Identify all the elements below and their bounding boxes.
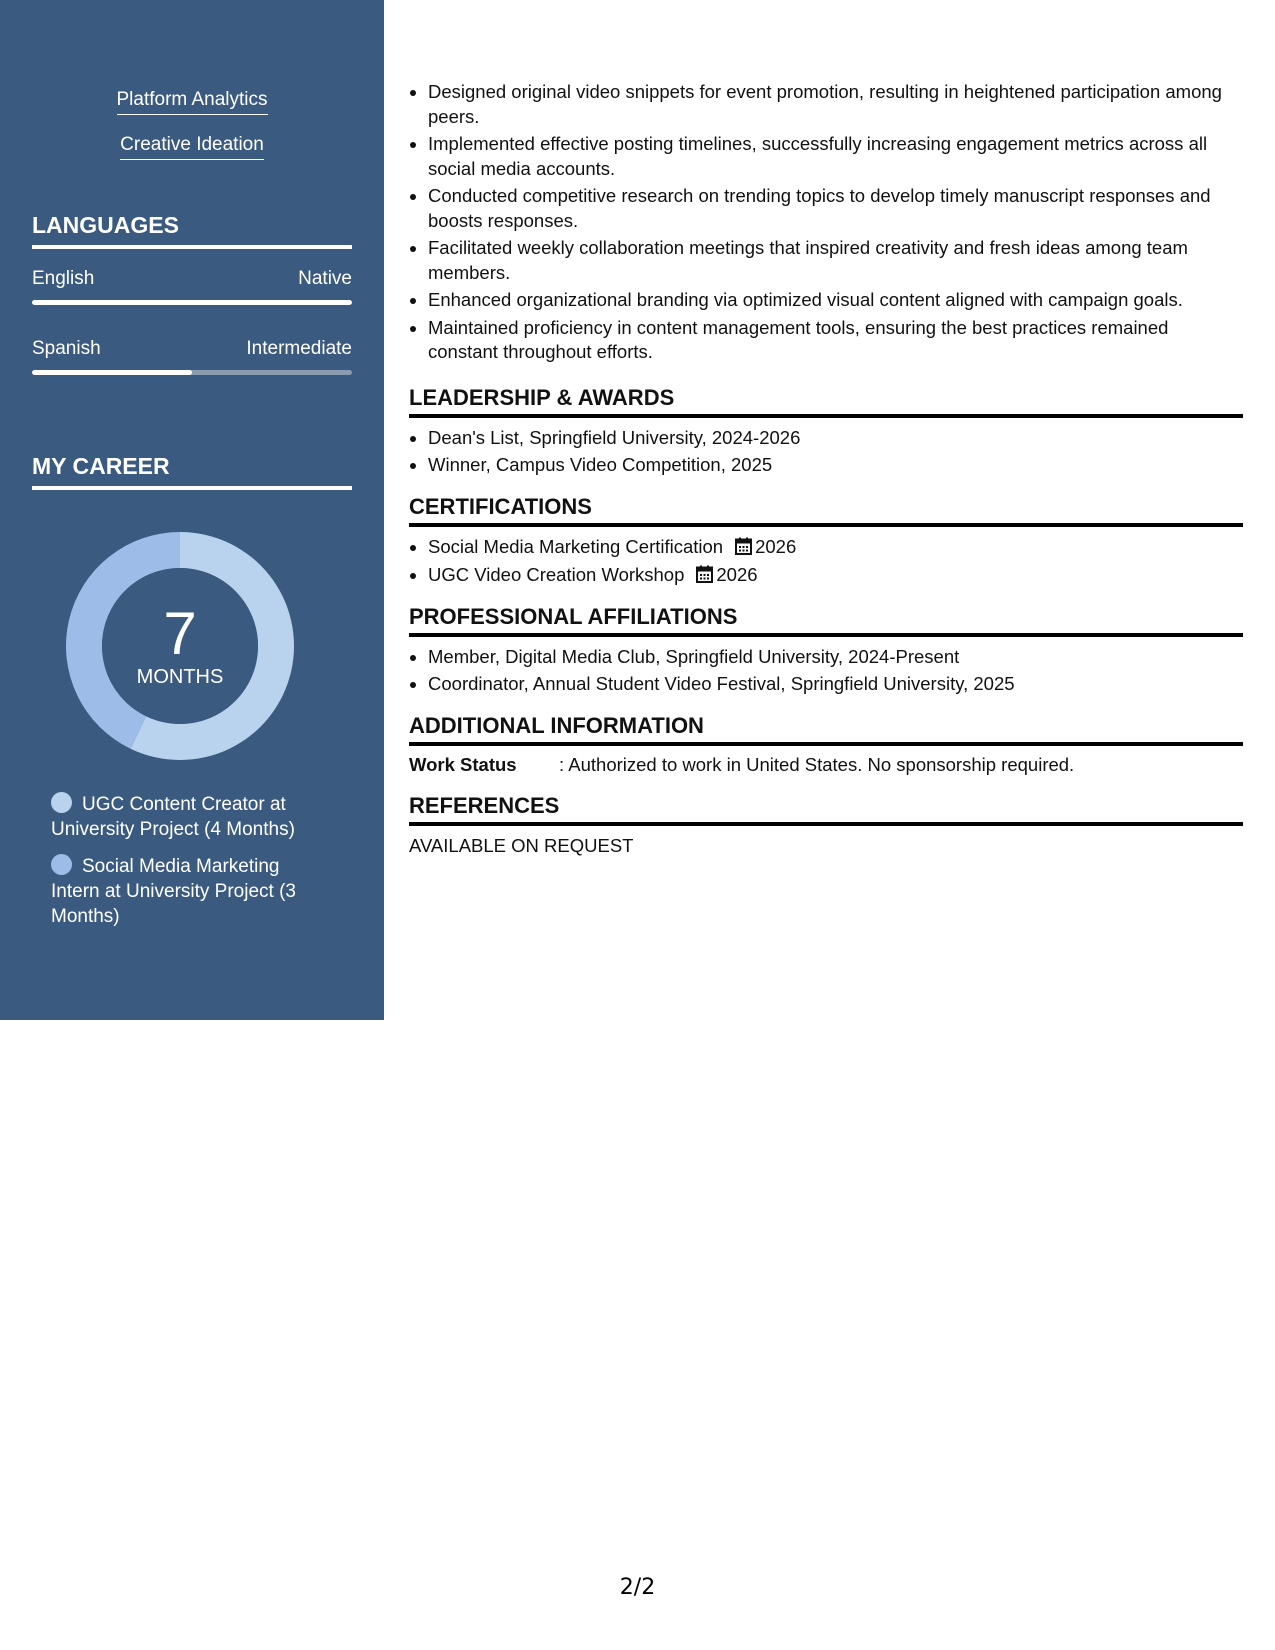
list-item: Enhanced organizational branding via optimized visual content aligned with campaign goals. [409, 288, 1243, 313]
career-donut-chart [66, 532, 294, 760]
page-number: 2/2 [619, 1575, 656, 1600]
calendar-icon [735, 537, 752, 555]
certifications-list [409, 535, 1243, 588]
list-item: Coordinator, Annual Student Video Festival, Springfield University, 2025 [409, 672, 1243, 697]
career-label: UGC Content Creator at University Project (4 Months) [51, 794, 295, 840]
work-status-value: : Authorized to work in United States. No sponsorship required. [559, 753, 1075, 775]
language-name: Spanish [32, 338, 101, 359]
certification-name: UGC Video Creation Workshop [428, 564, 685, 585]
language-row-english [32, 267, 352, 291]
list-item [409, 535, 1243, 560]
work-status-row [409, 753, 1243, 777]
leadership-list [409, 426, 1243, 478]
affiliations-list [409, 645, 1243, 697]
legend-dot [51, 792, 72, 813]
additional-info-heading: ADDITIONAL INFORMATION [409, 713, 1243, 746]
certification-name: Social Media Marketing Certification [428, 535, 724, 557]
list-item: Dean's List, Springfield University, 2024-2026 [409, 426, 1243, 451]
skill-link-creative-ideation[interactable] [0, 133, 384, 160]
languages-heading: LANGUAGES [32, 211, 352, 249]
language-row-spanish [32, 337, 352, 361]
language-bar-english [32, 300, 352, 305]
references-heading: REFERENCES [409, 793, 1243, 826]
work-status-label: Work Status [409, 753, 517, 775]
main-content [409, 80, 1243, 858]
career-total-months: 7 [163, 600, 197, 667]
certification-year: 2026 [716, 564, 758, 585]
sidebar [0, 0, 384, 1020]
leadership-heading: LEADERSHIP & AWARDS [409, 385, 1243, 418]
language-name: English [32, 268, 95, 289]
list-item [409, 563, 1243, 588]
references-text: AVAILABLE ON REQUEST [409, 834, 634, 856]
list-item: Implemented effective posting timelines, successfully increasing engagement metrics across all social media accounts. [409, 132, 1243, 181]
language-bar-fill [32, 300, 352, 305]
list-item: Facilitated weekly collaboration meetings that inspired creativity and fresh ideas among team members. [409, 236, 1243, 285]
career-legend-item [51, 792, 311, 842]
career-heading: MY CAREER [32, 452, 352, 490]
list-item: Conducted competitive research on trending topics to develop timely manuscript responses and boosts responses. [409, 184, 1243, 233]
certification-year: 2026 [755, 535, 797, 557]
certifications-heading: CERTIFICATIONS [409, 494, 1243, 527]
list-item: Maintained proficiency in content management tools, ensuring the best practices remained constant throughout efforts. [409, 316, 1243, 365]
skill-label[interactable]: Platform Analytics [117, 88, 268, 115]
list-item: Winner, Campus Video Competition, 2025 [409, 453, 1243, 478]
list-item: Member, Digital Media Club, Springfield University, 2024-Present [409, 645, 1243, 670]
language-level: Intermediate [246, 338, 352, 359]
language-bar-spanish [32, 370, 352, 375]
career-legend-item [51, 854, 311, 929]
language-bar-fill [32, 370, 192, 375]
legend-dot [51, 854, 72, 875]
list-item: Designed original video snippets for event promotion, resulting in heightened participation among peers. [409, 80, 1243, 129]
skill-label[interactable]: Creative Ideation [120, 133, 264, 160]
affiliations-heading: PROFESSIONAL AFFILIATIONS [409, 604, 1243, 637]
language-level: Native [298, 268, 352, 289]
skill-link-platform-analytics[interactable] [0, 88, 384, 115]
calendar-icon [696, 565, 713, 583]
experience-bullet-list [409, 80, 1243, 365]
career-unit-label: MONTHS [136, 666, 224, 688]
career-label: Social Media Marketing Intern at University Project (3 Months) [51, 856, 296, 927]
